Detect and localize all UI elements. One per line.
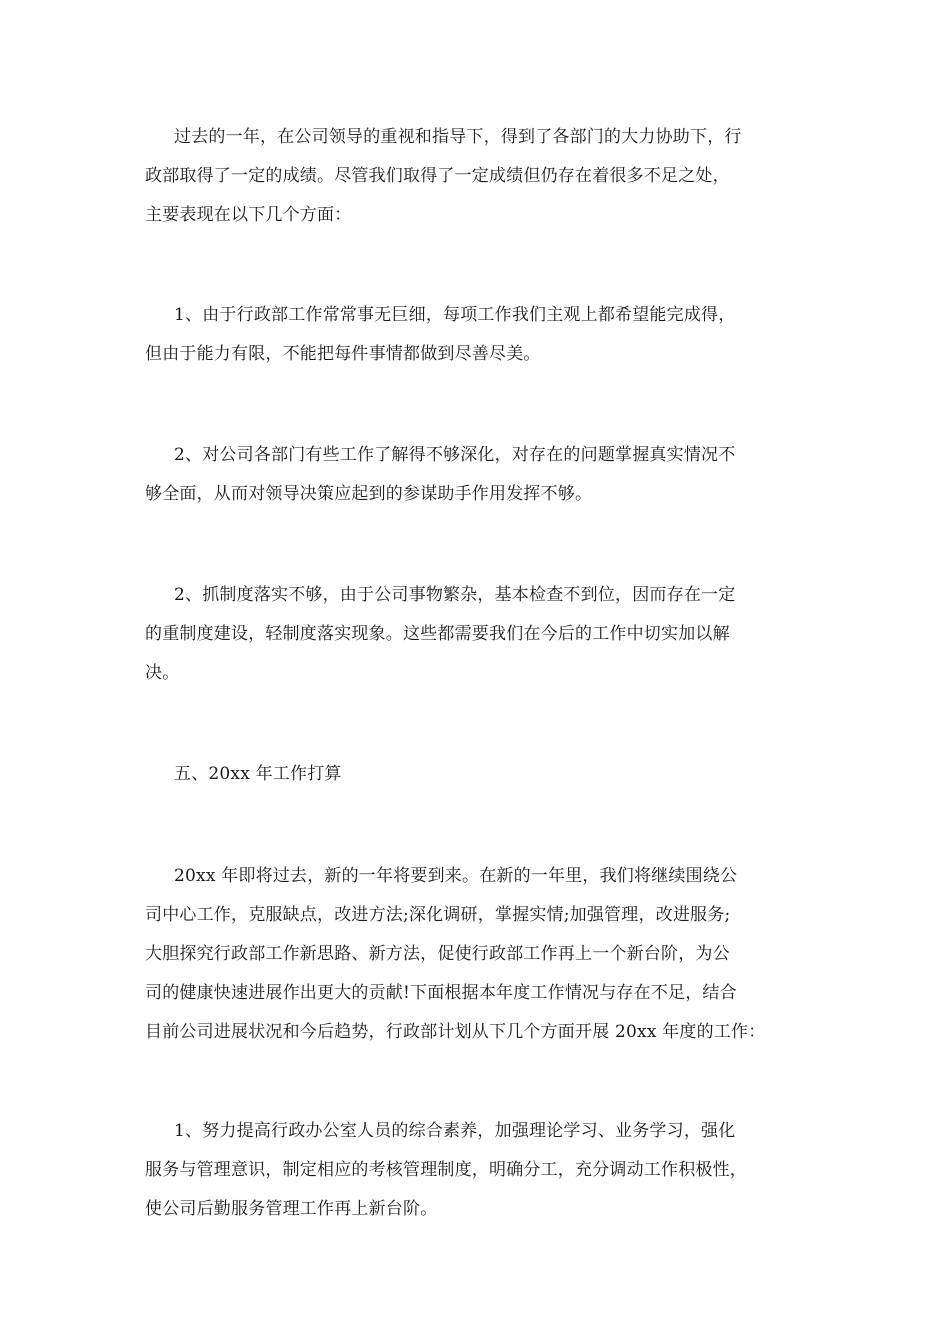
text-line: 司的健康快速进展作出更大的贡献!下面根据本年度工作情况与存在不足，结合 <box>145 983 737 1003</box>
text-line: 1、由于行政部工作常常事无巨细，每项工作我们主观上都希望能完成得， <box>174 305 736 325</box>
text-line: 20xx 年即将过去，新的一年将要到来。在新的一年里，我们将继续围绕公 <box>174 866 738 886</box>
section-heading-text: 五、20xx 年工作打算 <box>174 764 342 784</box>
paragraph-intro <box>145 118 825 235</box>
paragraph-plan-intro <box>145 857 825 1052</box>
paragraph-shortcoming-1 <box>145 296 825 374</box>
text-line: 2、对公司各部门有些工作了解得不够深化，对存在的问题掌握真实情况不 <box>174 445 736 465</box>
text-line: 的重制度建设，轻制度落实现象。这些都需要我们在今后的工作中切实加以解 <box>145 624 730 644</box>
text-line: 决。 <box>145 663 180 683</box>
paragraph-plan-1 <box>145 1112 825 1229</box>
text-line: 主要表现在以下几个方面： <box>145 205 352 225</box>
paragraph-shortcoming-2 <box>145 436 825 514</box>
text-line: 2、抓制度落实不够，由于公司事物繁杂，基本检查不到位，因而存在一定 <box>174 585 736 605</box>
text-line: 过去的一年，在公司领导的重视和指导下，得到了各部门的大力协助下，行 <box>174 127 742 147</box>
text-line: 服务与管理意识，制定相应的考核管理制度，明确分工，充分调动工作积极性， <box>145 1160 747 1180</box>
text-line: 目前公司进展状况和今后趋势，行政部计划从下几个方面开展 20xx 年度的工作： <box>145 1022 766 1042</box>
paragraph-shortcoming-3 <box>145 576 825 693</box>
text-line: 政部取得了一定的成绩。尽管我们取得了一定成绩但仍存在着很多不足之处， <box>145 166 730 186</box>
text-line: 够全面，从而对领导决策应起到的参谋助手作用发挥不够。 <box>145 484 593 504</box>
text-line: 1、努力提高行政办公室人员的综合素养，加强理论学习、业务学习，强化 <box>174 1121 736 1141</box>
section-heading <box>145 755 825 794</box>
text-line: 大胆探究行政部工作新思路、新方法，促使行政部工作再上一个新台阶，为公 <box>145 944 730 964</box>
text-line: 但由于能力有限，不能把每件事情都做到尽善尽美。 <box>145 344 541 364</box>
text-line: 司中心工作，克服缺点，改进方法;深化调研，掌握实情;加强管理，改进服务; <box>145 905 731 925</box>
text-line: 使公司后勤服务管理工作再上新台阶。 <box>145 1199 438 1219</box>
